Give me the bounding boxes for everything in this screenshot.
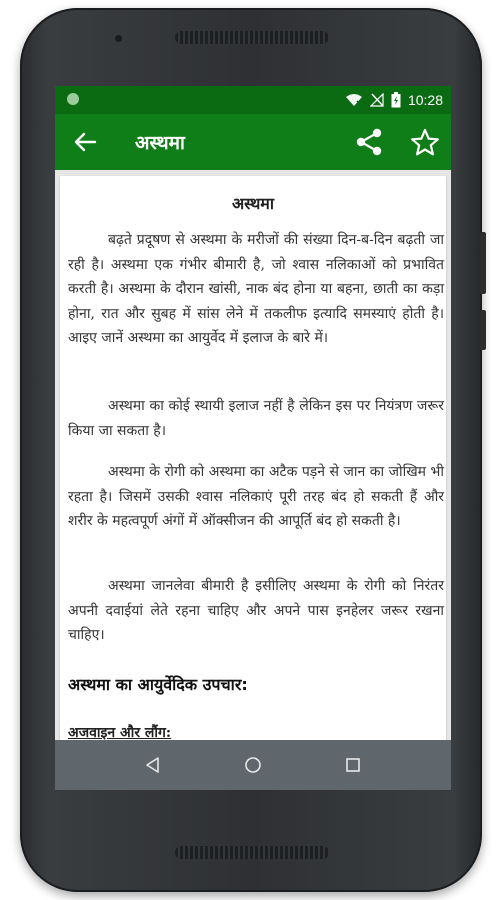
notification-dot-icon <box>67 93 79 105</box>
wifi-icon <box>345 93 363 107</box>
article-paragraph: अस्थमा जानलेवा बीमारी है इसीलिए अस्थमा के रोगी को निरंतर अपनी दवाईयां लेते रहना चाहिए और अपने पास इनहेलर जरूर रखना चाहिए। <box>68 578 444 643</box>
article-paragraph: अस्थमा के रोगी को अस्थमा का अटैक पड़ने से जान का जोखिम भी रहता है। जिसमें उसकी श्वास नलिकाएं पूरी तरह बंद हो सकती हैं और शरीर के महत्वपूर्ण अंगों में ऑक्सीजन की आपूर्ति बंद हो सकती है। <box>68 464 444 529</box>
status-time: 10:28 <box>407 92 443 108</box>
earpiece-speaker <box>175 31 329 44</box>
nav-back-icon[interactable] <box>143 755 163 775</box>
screen <box>55 86 451 790</box>
status-bar <box>55 86 451 114</box>
share-icon[interactable] <box>354 127 384 157</box>
power-button <box>480 310 486 350</box>
battery-charging-icon <box>391 92 401 108</box>
system-nav-bar <box>55 740 451 790</box>
app-bar <box>55 114 451 170</box>
article-paragraph: अस्थमा का कोई स्थायी इलाज नहीं है लेकिन इस पर नियंत्रण जरूर किया जा सकता है। <box>68 398 444 439</box>
arrow-left-icon[interactable] <box>73 131 97 153</box>
section-heading: अस्थमा का आयुर्वेदिक उपचार: <box>68 675 248 694</box>
star-outline-icon[interactable] <box>410 128 440 156</box>
nav-recent-apps-icon[interactable] <box>343 755 363 775</box>
volume-button <box>480 232 486 294</box>
nav-home-icon[interactable] <box>243 755 263 775</box>
article-scroll-area[interactable] <box>55 170 451 740</box>
article-card <box>60 176 446 740</box>
cell-signal-off-icon <box>370 93 384 107</box>
article-title: अस्थमा <box>231 194 275 213</box>
page-title: अस्थमा <box>135 132 185 154</box>
article-paragraph: बढ़ते प्रदूषण से अस्थमा के मरीजों की संख्या दिन-ब-दिन बढ़ती जा रही है। अस्थमा एक गंभीर बीमारी है, जो श्वास नलिकाओं को प्रभावित करती है। अस्थमा के दौरान खांसी, नाक बंद होना या बहना, छाती का कड़ा होना, रात और सुबह में सांस लेने में तकलीफ इत्यादि समस्याएं होती है।आइए जानें अस्थमा का आयुर्वेद में इलाज के बारे में। <box>68 232 444 346</box>
front-camera <box>115 35 122 42</box>
bottom-speaker <box>175 846 329 859</box>
status-icons <box>345 90 443 110</box>
sub-heading: अजवाइन और लौंग: <box>68 725 172 740</box>
